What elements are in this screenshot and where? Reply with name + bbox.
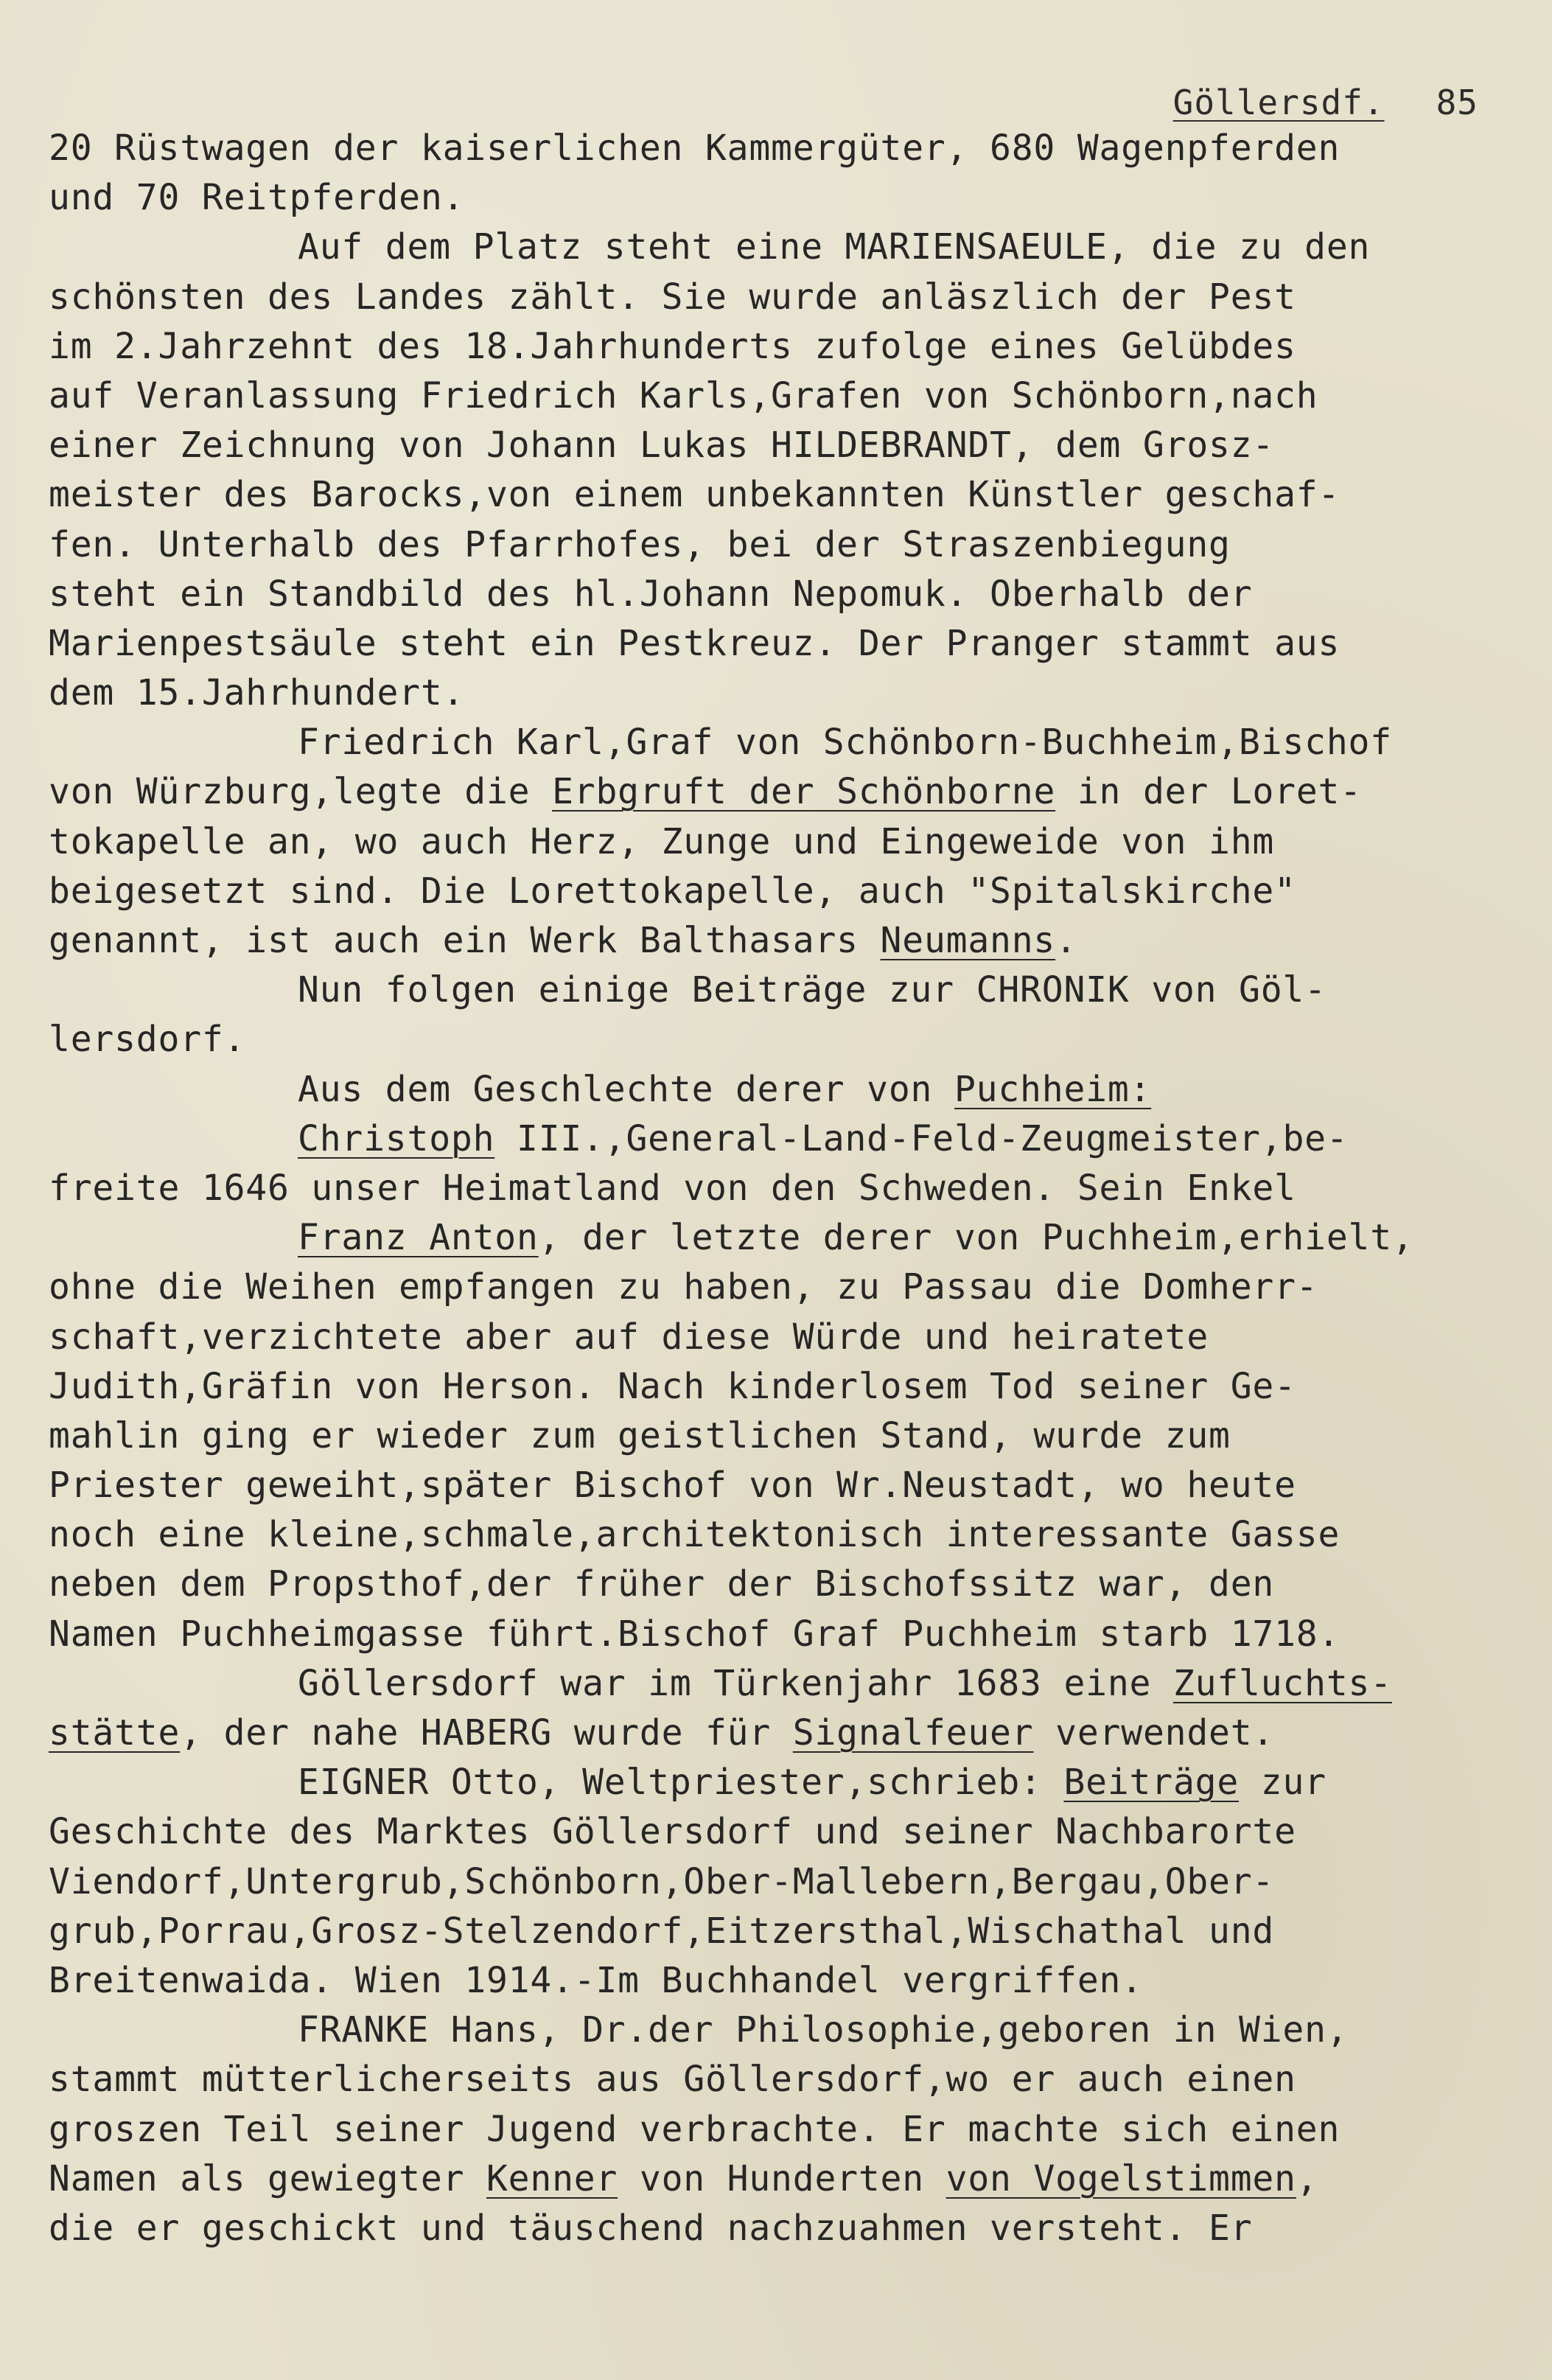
text-segment: und 70 Reitpferden. bbox=[49, 177, 465, 219]
text-segment: Göllersdorf war im Türkenjahr 1683 eine bbox=[298, 1662, 1173, 1704]
text-segment: groszen Teil seiner Jugend verbrachte. Er machte sich einen bbox=[49, 2108, 1340, 2150]
text-segment: III.,General-Land-Feld-Zeugmeister,be- bbox=[494, 1117, 1349, 1159]
text-segment: Judith,Gräfin von Herson. Nach kinderlosem Tod seiner Ge- bbox=[49, 1365, 1296, 1407]
text-line bbox=[49, 421, 1515, 470]
text-line bbox=[49, 916, 1515, 966]
text-line bbox=[49, 1461, 1515, 1510]
text-line bbox=[49, 767, 1515, 817]
text-segment: meister des Barocks,von einem unbekannten Künstler geschaf- bbox=[49, 474, 1340, 516]
text-segment: die er geschickt und täuschend nachzuahmen versteht. Er bbox=[49, 2207, 1253, 2249]
text-segment: mahlin ging er wieder zum geistlichen Stand, wurde zum bbox=[49, 1414, 1231, 1456]
text-line bbox=[49, 1065, 1515, 1114]
text-segment: Nun folgen einige Beiträge zur CHRONIK von Göl- bbox=[298, 969, 1326, 1011]
text-segment: Priester geweiht,später Bischof von Wr.Neustadt, wo heute bbox=[49, 1465, 1296, 1507]
text-line bbox=[49, 371, 1515, 421]
text-segment: Namen Puchheimgasse führt.Bischof Graf Puchheim starb 1718. bbox=[49, 1613, 1340, 1655]
text-segment: Breitenwaida. Wien 1914.-Im Buchhandel vergriffen. bbox=[49, 1959, 1143, 2001]
underlined-text: stätte bbox=[49, 1712, 181, 1753]
text-line bbox=[49, 619, 1515, 669]
text-segment: freite 1646 unser Heimatland von den Schweden. Sein Enkel bbox=[49, 1167, 1296, 1209]
text-line bbox=[49, 273, 1515, 322]
text-line bbox=[49, 1857, 1515, 1907]
underlined-text: Erbgruft der Schönborne bbox=[552, 771, 1056, 813]
text-line bbox=[49, 1263, 1515, 1312]
text-segment: steht ein Standbild des hl.Johann Nepomuk. Oberhalb der bbox=[49, 573, 1253, 615]
text-segment: Auf dem Platz steht eine MARIENSAEULE, die zu den bbox=[298, 226, 1371, 268]
underlined-text: Zufluchts- bbox=[1172, 1662, 1392, 1704]
text-segment: , der nahe HABERG wurde für bbox=[180, 1712, 793, 1753]
text-line bbox=[49, 470, 1515, 520]
underlined-text: Franz Anton bbox=[298, 1217, 539, 1259]
text-line bbox=[49, 1560, 1515, 1609]
underlined-text: Neumanns bbox=[880, 920, 1056, 961]
text-line bbox=[49, 817, 1515, 867]
text-line bbox=[49, 1411, 1515, 1461]
text-line bbox=[49, 867, 1515, 916]
text-line bbox=[49, 520, 1515, 570]
text-segment: genannt, ist auch ein Werk Balthasars bbox=[49, 920, 881, 961]
text-line bbox=[49, 1015, 1515, 1064]
text-line bbox=[49, 1807, 1515, 1857]
underlined-text: Puchheim: bbox=[954, 1068, 1152, 1110]
text-segment: Namen als gewiegter bbox=[49, 2157, 486, 2199]
text-line bbox=[49, 669, 1515, 718]
text-line bbox=[49, 2006, 1515, 2055]
text-segment: Marienpestsäule steht ein Pestkreuz. Der Pranger stammt aus bbox=[49, 622, 1340, 664]
text-line bbox=[49, 1213, 1515, 1263]
text-segment: von Würzburg,legte die bbox=[49, 771, 553, 813]
text-line bbox=[49, 2105, 1515, 2154]
text-segment: neben dem Propsthof,der früher der Bischofssitz war, den bbox=[49, 1563, 1275, 1605]
underlined-text: Signalfeuer bbox=[792, 1712, 1034, 1753]
text-segment: stammt mütterlicherseits aus Göllersdorf,wo er auch einen bbox=[49, 2059, 1296, 2101]
text-segment: grub,Porrau,Grosz-Stelzendorf,Eitzersthal,Wischathal und bbox=[49, 1910, 1275, 1952]
text-segment: schönsten des Landes zählt. Sie wurde anläszlich der Pest bbox=[49, 276, 1296, 318]
text-segment: auf Veranlassung Friedrich Karls,Grafen von Schönborn,nach bbox=[49, 374, 1318, 416]
text-segment: noch eine kleine,schmale,architektonisch interessante Gasse bbox=[49, 1514, 1340, 1556]
text-segment: beigesetzt sind. Die Lorettokapelle, auch "Spitalskirche" bbox=[49, 870, 1296, 912]
text-line bbox=[49, 223, 1515, 272]
text-line bbox=[49, 173, 1515, 223]
underlined-text: Christoph bbox=[298, 1117, 495, 1159]
text-segment: . bbox=[1055, 920, 1077, 961]
page-number: 85 bbox=[1436, 83, 1478, 122]
body-text bbox=[49, 124, 1515, 2253]
text-segment: FRANKE Hans, Dr.der Philosophie,geboren in Wien, bbox=[298, 2009, 1349, 2051]
text-line bbox=[49, 1164, 1515, 1213]
text-segment: zur bbox=[1239, 1762, 1326, 1804]
text-segment: in der Loret- bbox=[1055, 771, 1362, 813]
text-segment: schaft,verzichtete aber auf diese Würde und heiratete bbox=[49, 1316, 1209, 1358]
text-line bbox=[49, 1114, 1515, 1164]
text-segment: 20 Rüstwagen der kaiserlichen Kammergüter, 680 Wagenpferden bbox=[49, 128, 1340, 169]
text-segment: EIGNER Otto, Weltpriester,schrieb: bbox=[298, 1762, 1064, 1804]
text-line bbox=[49, 1758, 1515, 1807]
text-line bbox=[49, 1610, 1515, 1659]
text-line bbox=[49, 1956, 1515, 2006]
text-line bbox=[49, 2154, 1515, 2204]
text-segment: , bbox=[1296, 2157, 1318, 2199]
text-segment: von Hunderten bbox=[618, 2157, 946, 2199]
text-segment: dem 15.Jahrhundert. bbox=[49, 672, 465, 714]
text-segment: Aus dem Geschlechte derer von bbox=[298, 1068, 954, 1110]
text-segment: fen. Unterhalb des Pfarrhofes, bei der Straszenbiegung bbox=[49, 523, 1231, 565]
text-line bbox=[49, 1313, 1515, 1362]
underlined-text: von Vogelstimmen bbox=[945, 2157, 1296, 2199]
text-line bbox=[49, 718, 1515, 767]
text-line bbox=[49, 1510, 1515, 1560]
underlined-text: Kenner bbox=[486, 2157, 618, 2199]
text-line bbox=[49, 1709, 1515, 1758]
text-line bbox=[49, 1659, 1515, 1709]
text-segment: Viendorf,Untergrub,Schönborn,Ober-Mallebern,Bergau,Ober- bbox=[49, 1860, 1275, 1902]
text-segment: im 2.Jahrzehnt des 18.Jahrhunderts zufolge eines Gelübdes bbox=[49, 325, 1296, 367]
text-line bbox=[49, 570, 1515, 619]
text-line bbox=[49, 1907, 1515, 1956]
text-segment: verwendet. bbox=[1033, 1712, 1275, 1753]
text-line bbox=[49, 2055, 1515, 2104]
header-place: Göllersdf. bbox=[1172, 83, 1385, 122]
text-segment: Geschichte des Marktes Göllersdorf und seiner Nachbarorte bbox=[49, 1811, 1296, 1853]
text-segment: einer Zeichnung von Johann Lukas HILDEBRANDT, dem Grosz- bbox=[49, 425, 1275, 467]
page-header bbox=[1173, 83, 1478, 122]
text-line bbox=[49, 966, 1515, 1015]
text-line bbox=[49, 124, 1515, 173]
text-segment: tokapelle an, wo auch Herz, Zunge und Eingeweide von ihm bbox=[49, 820, 1275, 862]
text-segment: Friedrich Karl,Graf von Schönborn-Buchheim,Bischof bbox=[298, 722, 1392, 764]
text-line bbox=[49, 1362, 1515, 1411]
text-segment: lersdorf. bbox=[49, 1019, 246, 1061]
text-line bbox=[49, 2204, 1515, 2253]
underlined-text: Beiträge bbox=[1063, 1762, 1240, 1804]
text-line bbox=[49, 322, 1515, 371]
text-segment: ohne die Weihen empfangen zu haben, zu Passau die Domherr- bbox=[49, 1266, 1318, 1308]
text-segment: , der letzte derer von Puchheim,erhielt, bbox=[538, 1217, 1414, 1259]
